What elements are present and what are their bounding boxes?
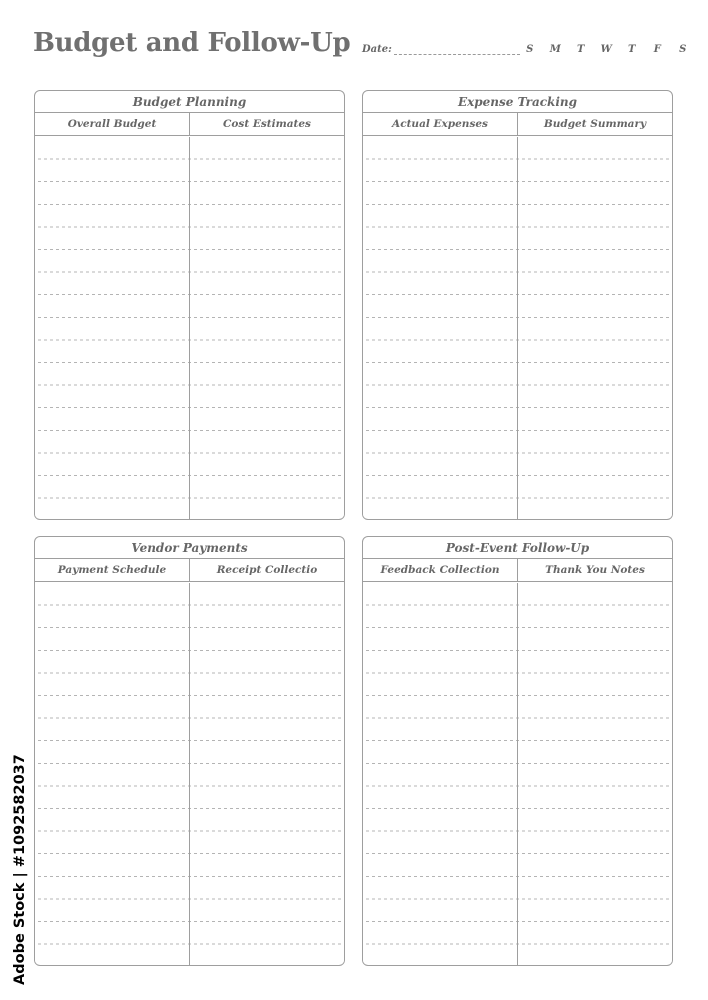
writing-lines-area[interactable]	[363, 137, 672, 519]
day-tuesday[interactable]: T	[577, 44, 585, 55]
vendor-payments-panel	[34, 536, 345, 966]
column-header-actual-expenses: Actual Expenses	[392, 118, 488, 130]
stock-id-watermark: Adobe Stock | #1092582037	[12, 754, 28, 985]
budget-planning-panel	[34, 90, 345, 520]
column-header-overall-budget: Overall Budget	[67, 118, 157, 130]
day-friday[interactable]: F	[653, 44, 661, 55]
day-thursday[interactable]: T	[628, 44, 636, 55]
post-event-follow-up-panel	[362, 536, 673, 966]
column-header-feedback-collection: Feedback Collection	[380, 564, 500, 576]
panel-title: Vendor Payments	[35, 537, 344, 559]
day-monday[interactable]: M	[549, 44, 561, 55]
column-header-thank-you-notes: Thank You Notes	[517, 559, 672, 581]
day-saturday[interactable]: S	[679, 44, 687, 55]
writing-lines-area[interactable]	[363, 583, 672, 965]
expense-tracking-panel	[362, 90, 673, 520]
panel-column-headers	[35, 559, 344, 582]
writing-lines-area[interactable]	[35, 583, 344, 965]
writing-lines-area[interactable]	[35, 137, 344, 519]
page-title: Budget and Follow-Up	[33, 28, 351, 58]
day-wednesday[interactable]: W	[600, 44, 612, 55]
column-header-cost-estimates: Cost Estimates	[189, 113, 344, 135]
panel-title: Expense Tracking	[363, 91, 672, 113]
panel-column-headers	[363, 113, 672, 136]
day-sunday[interactable]: S	[526, 44, 534, 55]
date-line[interactable]	[394, 45, 520, 55]
column-header-receipt-collection: Receipt Collectio	[189, 559, 344, 581]
date-field[interactable]	[362, 44, 520, 55]
weekday-selector	[517, 44, 696, 55]
column-header-budget-summary: Budget Summary	[517, 113, 672, 135]
panel-column-headers	[35, 113, 344, 136]
panel-title: Budget Planning	[35, 91, 344, 113]
date-label: Date:	[362, 44, 392, 55]
panel-column-headers	[363, 559, 672, 582]
panel-title: Post-Event Follow-Up	[363, 537, 672, 559]
column-header-payment-schedule: Payment Schedule	[57, 564, 167, 576]
